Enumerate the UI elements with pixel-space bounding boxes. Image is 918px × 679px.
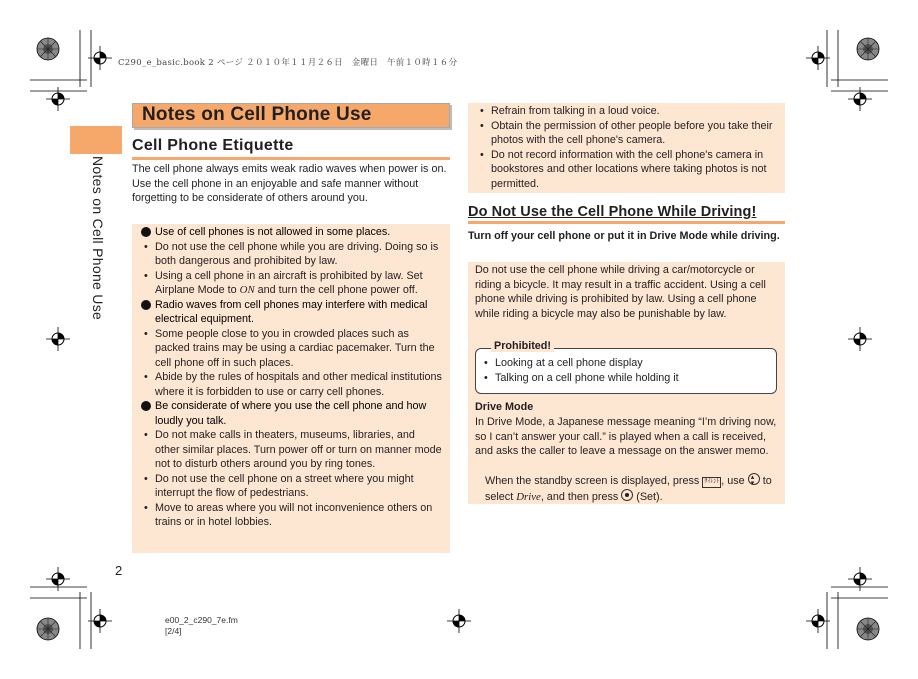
etiquette-list (136, 225, 442, 530)
footer-page-range: [2/4] (165, 626, 182, 636)
etiquette-intro (132, 162, 450, 206)
bullet-dot-icon (141, 300, 151, 310)
prohibited-title: Prohibited! (491, 340, 554, 352)
footer (165, 615, 238, 637)
footer-filename: e00_2_c290_7e.fm (165, 615, 238, 625)
prohibited-list (476, 356, 772, 385)
list-item: • Move to areas where you will not inconvenience others on trains or in hotel lobbies. (136, 501, 442, 530)
page-number: 2 (115, 563, 123, 578)
up-down-key-icon (748, 473, 760, 485)
list-item: • Do not use the cell phone on a street where you might interrupt the flow of pedestrians. (136, 472, 442, 501)
list-heading: Be considerate of where you use the cell phone and how loudly you talk. (136, 399, 442, 428)
list-item: • Some people close to you in crowded places such as packed trains may be using a cardiac pacemaker. Turn the cell phone off in such places. (136, 327, 442, 371)
center-key-icon (621, 489, 633, 501)
list-item: • Do not record information with the cell phone's camera in bookstores and other locations where taking photos is not permitted. (472, 148, 778, 192)
bullet-dot-icon (141, 401, 151, 411)
silent-key-icon: ｻｲﾚﾝﾄ (702, 477, 721, 488)
list-item: • Using a cell phone in an aircraft is prohibited by law. Set Airplane Mode to ON and turn the cell phone power off. (136, 269, 442, 298)
drive-mode-instructions: When the standby screen is displayed, press ｻｲﾚﾝﾄ , use ▴ ▾ to select Drive, and then press (Set). (485, 473, 781, 504)
intro-paragraph: The cell phone always emits weak radio waves when power is on. (132, 163, 447, 175)
driving-heading: Do Not Use the Cell Phone While Driving! (468, 204, 785, 224)
page-title: Notes on Cell Phone Use (142, 104, 372, 125)
list-item: • Do not make calls in theaters, museums, libraries, and other similar places. Turn power off or turn on manner mode not to disturb others around you by ring tones. (136, 428, 442, 472)
intro-paragraph: Use the cell phone in an enjoyable and safe manner without forgetting to be considerate of others around you. (132, 177, 419, 204)
etiquette-heading: Cell Phone Etiquette (132, 137, 450, 160)
list-item: • Talking on a cell phone while holding it (476, 371, 772, 386)
drive-mode-text: In Drive Mode, a Japanese message meaning “I’m driving now, so I can’t answer your call.” is played when a call is received, and asks the caller to leave a message on the answer memo. (475, 416, 777, 457)
bullet-dot-icon (141, 227, 151, 237)
list-item: • Do not use the cell phone while you are driving. Doing so is both dangerous and prohibited by law. (136, 240, 442, 269)
list-item: • Refrain from talking in a loud voice. (472, 104, 778, 119)
list-item: • Obtain the permission of other people before you take their photos with the cell phone's camera. (472, 119, 778, 148)
driving-paragraph: Do not use the cell phone while driving a car/motorcycle or riding a bicycle. It may result in a traffic accident. Using a cell phone while driving is prohibited by law. Using a cell phone while riding a bicycle may also be punishable by law. (475, 264, 766, 320)
list-heading: Use of cell phones is not allowed in some places. (136, 225, 442, 240)
side-title: Notes on Cell Phone Use (90, 156, 106, 321)
etiquette-list-continued (472, 104, 778, 191)
print-header: C290_e_basic.book 2 ページ ２０１０年１１月２６日 金曜日 午前１０時１６分 (118, 58, 458, 68)
drive-mode-heading: Drive Mode (475, 401, 534, 413)
list-heading: Radio waves from cell phones may interfere with medical electrical equipment. (136, 298, 442, 327)
list-item: • Abide by the rules of hospitals and other medical institutions where it is forbidden to use or carry cell phones. (136, 370, 442, 399)
side-tab (70, 126, 122, 154)
list-item: • Looking at a cell phone display (476, 356, 772, 371)
driving-note: Turn off your cell phone or put it in Drive Mode while driving. (468, 230, 780, 242)
